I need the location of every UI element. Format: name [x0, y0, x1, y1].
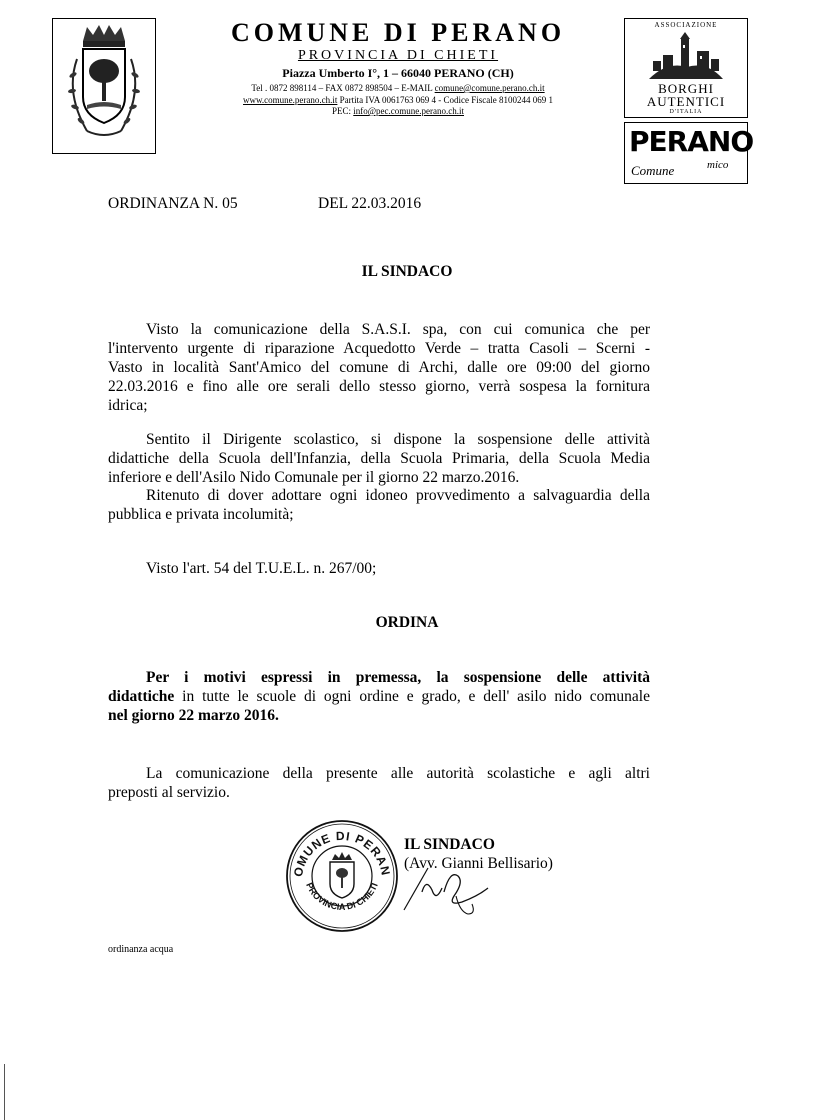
paragraph-line: Visto l'art. 54 del T.U.E.L. n. 267/00;	[146, 560, 377, 577]
paragraph-line: Visto la comunicazione della S.A.S.I. spa, con cui comunica che per	[146, 321, 650, 338]
handwritten-signature	[392, 852, 552, 918]
signature-scribble-icon	[392, 852, 552, 918]
order-bold-text: didattiche	[108, 688, 175, 705]
ordina-heading: ORDINA	[375, 614, 439, 631]
paragraph-line: nel giorno 22 marzo 2016.	[108, 707, 279, 724]
logo-comune-word: Comune	[631, 163, 675, 178]
coat-of-arms-icon	[53, 19, 155, 153]
legal-reference	[108, 560, 650, 578]
paragraph-line: preposti al servizio.	[108, 784, 230, 801]
borghi-autentici-logo	[624, 18, 748, 118]
sindaco-heading: IL SINDACO	[361, 263, 453, 280]
footer-note: ordinanza acqua	[108, 944, 174, 955]
pec-line	[160, 106, 636, 116]
paragraph-line: pubblica e privata incolumità;	[108, 506, 294, 523]
stamp-seal-icon	[284, 818, 400, 934]
official-stamp	[284, 818, 400, 934]
order-rest-text: in tutte le scuole di ogni ordine e grado, e dell' asilo nido comunale	[174, 688, 650, 705]
school-paragraph	[108, 430, 650, 487]
perano-comune-amico-logo	[624, 122, 754, 184]
signature-name: (Avv. Gianni Bellisario)	[404, 855, 553, 872]
ordinance-number: ORDINANZA N. 05	[108, 195, 238, 212]
ordinance-date: DEL 22.03.2016	[318, 195, 422, 212]
province-name: PROVINCIA DI CHIETI	[297, 48, 499, 63]
svg-text:COMUNE DI PERANO	[284, 818, 393, 878]
municipality-address: Piazza Umberto I°, 1 – 66040 PERANO (CH)	[282, 66, 514, 80]
autentici-word: AUTENTICI	[646, 94, 726, 109]
tel-fax-text: Tel . 0872 898114 – FAX 0872 898504 – E-MAIL	[251, 83, 435, 93]
paragraph-line: Sentito il Dirigente scolastico, si dispone la sospensione delle attività	[146, 431, 650, 448]
paragraph-line: inferiore e dell'Asilo Nido Comunale per il giorno 22 marzo.2016.	[108, 469, 520, 486]
email-link[interactable]: comune@comune.perano.ch.it	[434, 83, 545, 93]
tax-ids-text: Partita IVA 0061763 069 4 - Codice Fiscale 8100244 069 1	[337, 95, 553, 105]
registry-line	[160, 95, 636, 105]
contact-line	[160, 83, 636, 93]
communication-paragraph	[108, 764, 650, 802]
scan-edge-line	[4, 1064, 5, 1120]
village-icon	[647, 31, 725, 81]
stamp-bottom-text: PROVINCIA DI CHIETI	[304, 881, 380, 912]
order-paragraph	[108, 668, 650, 725]
borghi-word: BORGHI	[658, 81, 714, 96]
safety-paragraph	[108, 486, 650, 524]
paragraph-line: didattiche della Scuola dell'Infanzia, della Scuola Primaria, della Scuola Media	[108, 450, 650, 467]
logo-amico-word: mico	[707, 159, 729, 171]
italia-word: D'ITALIA	[669, 109, 703, 115]
premise-paragraph	[108, 320, 650, 415]
pec-link[interactable]: info@pec.comune.perano.ch.it	[353, 106, 464, 116]
paragraph-line: Ritenuto di dover adottare ogni idoneo provvedimento a salvaguardia della	[146, 487, 650, 504]
website-link[interactable]: www.comune.perano.ch.it	[243, 95, 338, 105]
municipality-title: COMUNE DI PERANO	[230, 18, 566, 47]
pec-label: PEC:	[331, 106, 354, 116]
coat-of-arms-logo	[52, 18, 156, 154]
borghi-assoc-text: ASSOCIAZIONE	[654, 21, 718, 29]
paragraph-line: 22.03.2016 e fino alle ore serali dello stesso giorno, verrà sospesa la fornitura	[108, 378, 650, 395]
paragraph-line: l'intervento urgente di riparazione Acquedotto Verde – tratta Casoli – Scerni -	[108, 340, 650, 357]
paragraph-line	[108, 687, 650, 706]
stamp-top-text: OMUNE DI PERAN	[290, 828, 393, 878]
paragraph-line: Per i motivi espressi in premessa, la sospensione delle attività	[146, 669, 650, 686]
signature-title: IL SINDACO	[404, 836, 495, 853]
logo-perano-word: PERANO	[629, 125, 754, 158]
paragraph-line: La comunicazione della presente alle autorità scolastiche e agli altri	[146, 765, 650, 782]
paragraph-line: idrica;	[108, 397, 148, 414]
paragraph-line: Vasto in località Sant'Amico del comune di Archi, dalle ore 09:00 del giorno	[108, 359, 650, 376]
